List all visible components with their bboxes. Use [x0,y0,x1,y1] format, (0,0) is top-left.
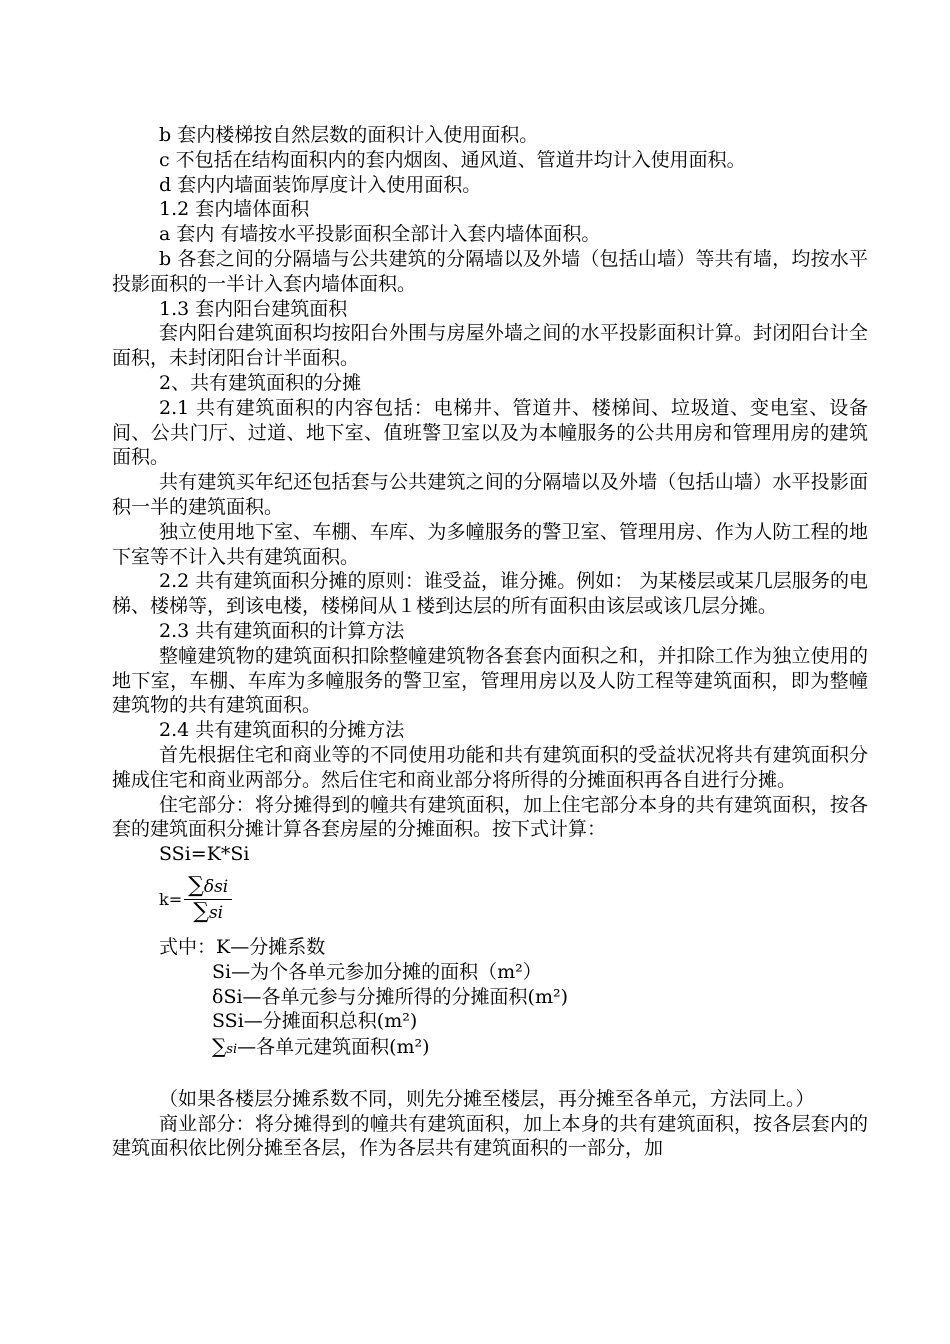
sigma-symbol: ∑ [188,873,204,899]
sigma-symbol: ∑ [212,1034,227,1059]
legend-item: Si—为个各单元参加分摊的面积（m²） [212,960,542,983]
legend-item-text: —各单元建筑面积(m²) [237,1036,430,1059]
section-heading: 2.4 共有建筑面积的分摊方法 [159,719,405,742]
section-heading: 1.2 套内墙体面积 [159,198,310,221]
paragraph: （如果各楼层分摊系数不同，则先分摊至楼层，再分摊至各单元，方法同上。） [159,1087,815,1110]
paragraph: 首先根据住宅和商业等的不同使用功能和共有建筑面积的受益状况将共有建筑面积分摊成住宅和商业两部分。然后住宅和商业部分将所得的分摊面积再各自进行分摊。 [112,743,868,791]
legend-item: δSi—各单元参与分摊所得的分摊面积(m²) [212,985,568,1008]
formula-k-fraction [184,873,232,925]
numerator-text: δsi [203,877,229,898]
paragraph: 套内阳台建筑面积均按阳台外围与房屋外墙之间的水平投影面积计算。封闭阳台计全面积，未封闭阳台计半面积。 [112,322,868,370]
legend-title: 式中：K—分摊系数 [159,935,326,958]
document-body [112,123,868,1161]
spacer [112,1063,868,1087]
paragraph: c 不包括在结构面积内的套内烟囱、通风道、管道井均计入使用面积。 [159,148,746,171]
legend-item-sigma [212,1034,868,1063]
formula-ssi: SSi=K*Si [159,843,250,866]
paragraph: 共有建筑买年纪还包括套与公共建筑之间的分隔墙以及外墙（包括山墙）水平投影面积一半的建筑面积。 [112,471,868,518]
formula-k [159,871,868,929]
section-heading: 2、共有建筑面积的分摊 [159,371,362,394]
legend-item: SSi—分摊面积总积(m²) [212,1010,418,1033]
denominator-text: si [208,903,224,924]
section-heading: 2.3 共有建筑面积的计算方法 [159,619,405,642]
sigma-symbol: ∑ [193,899,209,925]
fraction-denominator [189,900,227,923]
paragraph: 整幢建筑物的建筑面积扣除整幢建筑物各套套内面积之和，并扣除工作为独立使用的地下室，车棚、车库为多幢服务的警卫室，管理用房以及人防工程等建筑面积，即为整幢建筑物的共有建筑面积。 [112,644,868,717]
paragraph: d 套内内墙面装饰厚度计入使用面积。 [159,173,482,196]
paragraph: a 套内 有墙按水平投影面积全部计入套内墙体面积。 [159,223,601,246]
section-heading: 1.3 套内阳台建筑面积 [159,297,348,320]
paragraph: 2.2 共有建筑面积分摊的原则：谁受益，谁分摊。例如： 为某楼层或某几层服务的电梯、楼梯等，到该电楼，楼梯间从１楼到达层的所有面积由该层或该几层分摊。 [112,570,868,618]
paragraph: 住宅部分：将分摊得到的幢共有建筑面积，加上住宅部分本身的共有建筑面积，按各套的建筑面积分摊计算各套房屋的分摊面积。按下式计算： [112,793,868,841]
paragraph: 商业部分：将分摊得到的幢共有建筑面积，加上本身的共有建筑面积，按各层套内的建筑面积依比例分摊至各层，作为各层共有建筑面积的一部分，加 [112,1112,868,1160]
paragraph: 2.1 共有建筑面积的内容包括：电梯井、管道井、楼梯间、垃圾道、变电室、设备间、公共门厅、过道、地下室、值班警卫室以及为本幢服务的公共用房和管理用房的建筑面积。 [112,396,868,469]
formula-k-prefix: k= [159,890,183,910]
paragraph: 独立使用地下室、车棚、车库、为多幢服务的警卫室、管理用房、作为人防工程的地下室等不计入共有建筑面积。 [112,520,868,568]
fraction-numerator [184,873,232,900]
paragraph: b 各套之间的分隔墙与公共建筑的分隔墙以及外墙（包括山墙）等共有墙，均按水平投影面积的一半计入套内墙体面积。 [112,247,868,295]
paragraph: b 套内楼梯按自然层数的面积计入使用面积。 [159,124,539,146]
si-symbol: si [226,1042,238,1058]
